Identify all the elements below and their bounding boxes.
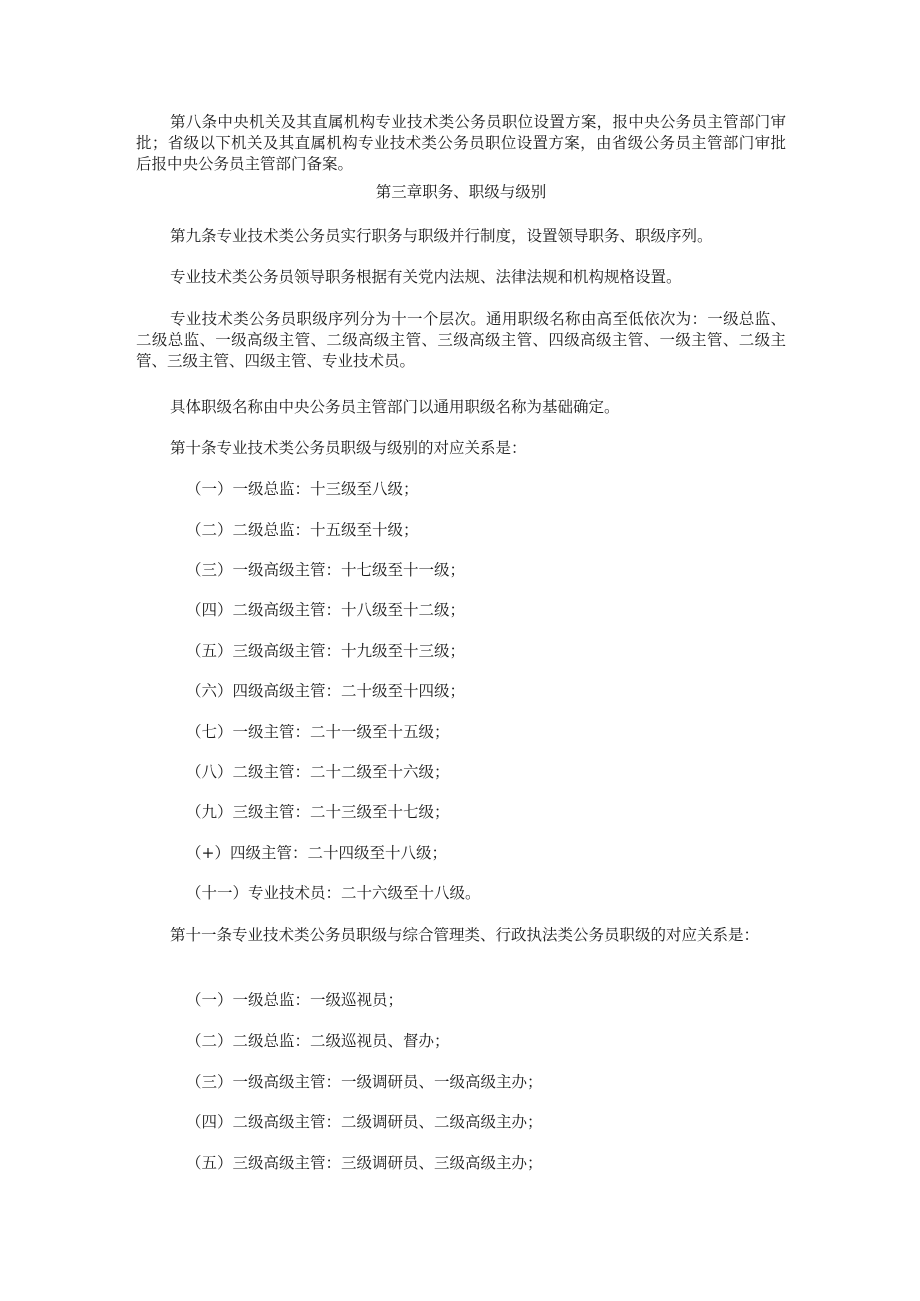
article-11-item: （五）三级高级主管：三级调研员、三级高级主办； [186,1154,543,1172]
article-10-item: （四）二级高级主管：十八级至十二级； [186,601,466,619]
article-10-item: （七）一级主管：二十一级至十五级； [186,723,450,741]
chapter-3-heading: 第三章职务、职级与级别 [375,183,547,201]
article-10-item: （五）三级高级主管：十九级至十三级； [186,642,466,660]
leadership-paragraph: 专业技术类公务员领导职务根据有关党内法规、法律法规和机构规格设置。 [170,268,682,286]
article-10-item: （二）二级总监：十五级至十级； [186,521,419,539]
specific-rank-names-paragraph: 具体职级名称由中央公务员主管部门以通用职级名称为基础确定。 [170,398,620,416]
ranks-paragraph: 专业技术类公务员职级序列分为十一个层次。通用职级名称由高至低依次为：一级总监、二级总监、一级高级主管、二级高级主管、三级高级主管、四级高级主管、一级主管、二级主管、三级主管、四级主管、专业技术员。 [136,310,786,370]
article-11-item: （三）一级高级主管：一级调研员、一级高级主办； [186,1073,543,1091]
article-10-item: （十一）专业技术员：二十六级至十八级。 [186,884,481,902]
article-10-item: （八）二级主管：二十二级至十六级； [186,763,450,781]
article-10-item: （九）三级主管：二十三级至十七级； [186,803,450,821]
article-11-item: （二）二级总监：二级巡视员、督办； [186,1032,450,1050]
article-10-item: （+）四级主管：二十四级至十八级； [186,844,447,862]
article-8-paragraph: 第八条中央机关及其直属机构专业技术类公务员职位设置方案，报中央公务员主管部门审批；省级以下机关及其直属机构专业技术类公务员职位设置方案，由省级公务员主管部门审批后报中央公务员主管部门备案。 [136,113,786,173]
article-10-item: （六）四级高级主管：二十级至十四级； [186,682,466,700]
article-11-item: （四）二级高级主管：二级调研员、二级高级主办； [186,1113,543,1131]
article-10-paragraph: 第十条专业技术类公务员职级与级别的对应关系是： [170,439,527,457]
article-11-item: （一）一级总监：一级巡视员； [186,991,404,1009]
article-10-item: （三）一级高级主管：十七级至十一级； [186,561,466,579]
article-11-paragraph: 第十一条专业技术类公务员职级与综合管理类、行政执法类公务员职级的对应关系是： [170,926,760,944]
article-9-paragraph: 第九条专业技术类公务员实行职务与职级并行制度，设置领导职务、职级序列。 [170,227,713,245]
article-10-item: （一）一级总监：十三级至八级； [186,480,419,498]
